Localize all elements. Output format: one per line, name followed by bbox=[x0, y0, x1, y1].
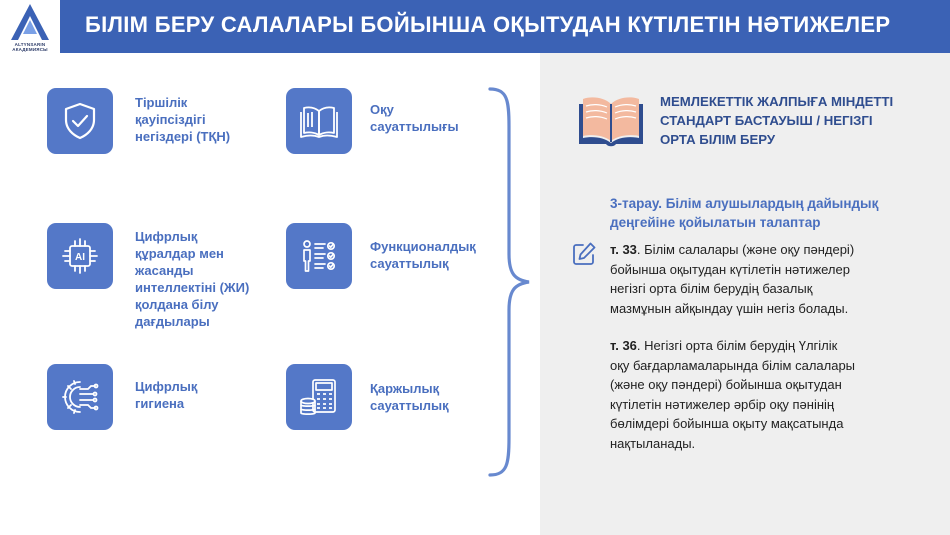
ai-chip-icon bbox=[60, 236, 100, 276]
calculator-coins-icon bbox=[299, 377, 339, 417]
item-label-reading-literacy: Оқу сауаттылығы bbox=[370, 102, 459, 134]
paragraph-36-text: . Негізгі орта білім берудің Үлгілік оқу бағдарламаларында білім салалары (және оқу пәндері) бойынша оқытудан күтілетін нәтижелер әрбір оқу пәнінің бөлімдері бойынша оқыту мақсатында нақтыланады. bbox=[610, 338, 856, 451]
tile-digital-hygiene bbox=[47, 364, 113, 430]
logo-line1: ALTYNSARIN bbox=[14, 42, 46, 47]
standard-title: МЕМЛЕКЕТТІК ЖАЛПЫҒА МІНДЕТТІ СТАНДАРТ БАСТАУЫШ / НЕГІЗГІ ОРТА БІЛІМ БЕРУ bbox=[660, 94, 894, 147]
tile-financial-literacy bbox=[286, 364, 352, 430]
logo-line2: АКАДЕМИЯСЫ bbox=[12, 47, 48, 52]
header-bar bbox=[0, 0, 950, 53]
tile-digital-ai-tools bbox=[47, 223, 113, 289]
book-icon bbox=[578, 92, 644, 148]
svg-text:AI: AI bbox=[75, 252, 85, 263]
paragraph-36 bbox=[610, 336, 930, 454]
shield-check-icon bbox=[60, 101, 100, 141]
paragraph-33 bbox=[610, 240, 930, 318]
logo bbox=[0, 0, 60, 53]
tile-life-safety bbox=[47, 88, 113, 154]
item-label-financial-literacy: Қаржылық сауаттылық bbox=[370, 381, 449, 413]
checklist-person-icon bbox=[299, 236, 339, 276]
item-label-functional-literacy: Функционалдық сауаттылық bbox=[370, 239, 476, 271]
curly-brace-divider bbox=[485, 86, 535, 478]
digital-gear-icon bbox=[60, 377, 100, 417]
logo-mark-icon bbox=[9, 2, 51, 42]
item-label-life-safety: Тіршілік қауіпсіздігі негіздері (ТҚН) bbox=[135, 95, 231, 144]
paragraph-36-ref: т. 36 bbox=[610, 338, 637, 353]
paragraph-33-text: . Білім салалары (және оқу пәндері) бойынша оқытудан күтілетін нәтижелер негізгі орта білім берудің базалық мазмұнын айқындау үшін негіз болады. bbox=[610, 242, 855, 316]
open-book-icon bbox=[299, 101, 339, 141]
page-title: БІЛІМ БЕРУ САЛАЛАРЫ БОЙЫНША ОҚЫТУДАН КҮТІЛЕТІН НӘТИЖЕЛЕР bbox=[85, 12, 891, 37]
tile-reading-literacy bbox=[286, 88, 352, 154]
edit-icon bbox=[571, 241, 597, 267]
section-title: 3-тарау. Білім алушылардың дайындық деңгейіне қойылатын талаптар bbox=[610, 196, 879, 230]
paragraph-33-ref: т. 33 bbox=[610, 242, 637, 257]
tile-functional-literacy bbox=[286, 223, 352, 289]
item-label-digital-ai-tools: Цифрлық құралдар мен жасанды интеллектіні (ЖИ) қолдана білу дағдылары bbox=[135, 229, 250, 329]
item-label-digital-hygiene: Цифрлық гигиена bbox=[135, 379, 198, 411]
